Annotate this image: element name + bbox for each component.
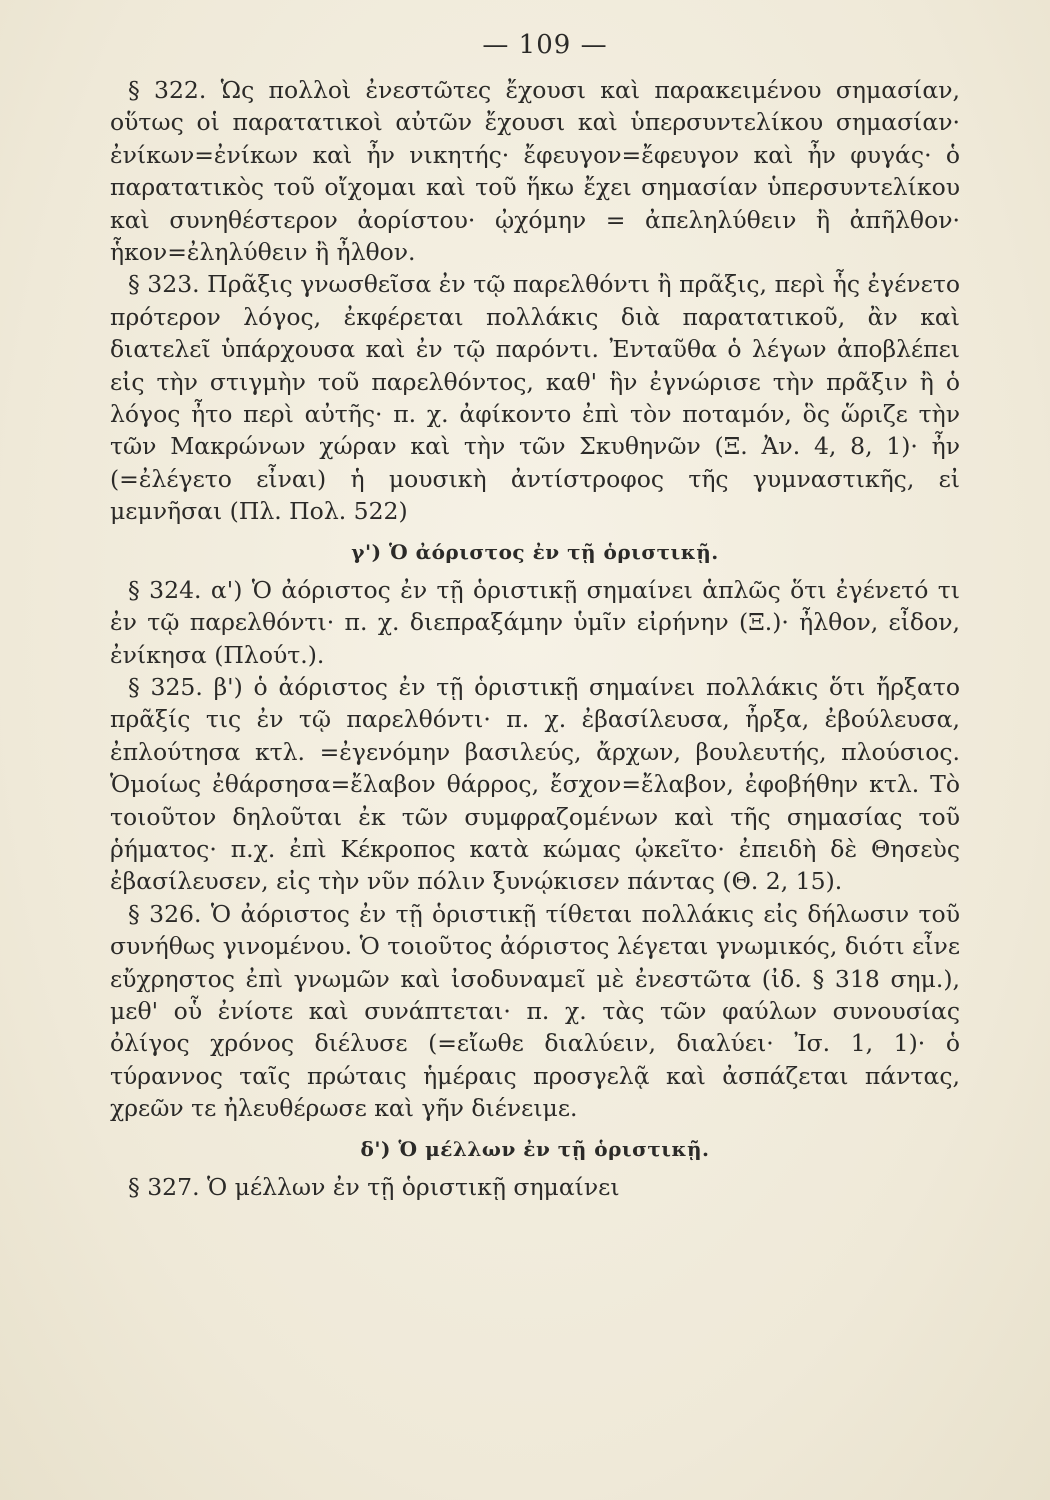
section-327: § 327. Ὁ μέλλων ἐν τῇ ὁριστικῇ σημαίνει xyxy=(128,1172,620,1201)
section-324: § 324. α') Ὁ ἀόριστος ἐν τῇ ὁριστικῇ σημαίνει ἁπλῶς ὅτι ἐγένετό τι ἐν τῷ παρελθόντι· π. χ. διεπραξάμην ὑμῖν εἰρήνην (Ξ.)· ἦλθον, εἶδον, ἐνίκησα (Πλούτ.). xyxy=(110,575,960,669)
section-325: § 325. β') ὁ ἀόριστος ἐν τῇ ὁριστικῇ σημαίνει πολλάκις ὅτι ἤρξατο πρᾶξίς τις ἐν τῷ παρελθόντι· π. χ. ἐβασίλευσα, ἦρξα, ἐβούλευσα, ἐπλούτησα κτλ. =ἐγενόμην βασιλεύς, ἄρχων, βουλευτής, πλούσιος. Ὁμοίως ἐθάρσησα=ἔλαβον θάρρος, ἔσχον=ἔλαβον, ἐφοβήθην κτλ. Τὸ τοιοῦτον δηλοῦται ἐκ τῶν συμφραζομένων καὶ τῆς σημασίας τοῦ ῥήματος· π.χ. ἐπὶ Κέκροπος κατὰ κώμας ᾠκεῖτο· ἐπειδὴ δὲ Θησεὺς ἐβασίλευσεν, εἰς τὴν νῦν πόλιν ξυνῴκισεν πάντας (Θ. 2, 15). xyxy=(110,672,960,896)
section-323: § 323. Πρᾶξις γνωσθεῖσα ἐν τῷ παρελθόντι ἢ πρᾶξις, περὶ ἧς ἐγένετο πρότερον λόγος, ἐκφέρεται πολλάκις διὰ παρατατικοῦ, ἂν καὶ διατελεῖ ὑπάρχουσα καὶ ἐν τῷ παρόντι. Ἐνταῦθα ὁ λέγων ἀποβλέπει εἰς τὴν στιγμὴν τοῦ παρελθόντος, καθ' ἣν ἐγνώρισε τὴν πρᾶξιν ἢ ὁ λόγος ἦτο περὶ αὐτῆς· π. χ. ἀφίκοντο ἐπὶ τὸν ποταμόν, ὃς ὥριζε τὴν τῶν Μακρώνων χώραν καὶ τὴν τῶν Σκυθηνῶν (Ξ. Ἀν. 4, 8, 1)· ἦν (=ἐλέγετο εἶναι) ἡ μουσικὴ ἀντίστροφος τῆς γυμναστικῆς, εἰ μεμνῆσαι (Πλ. Πολ. 522) xyxy=(110,270,960,526)
subheading-future: δ') Ὁ μέλλων ἐν τῇ ὁριστικῇ. xyxy=(360,1136,710,1161)
page-number: — 109 — xyxy=(482,30,608,60)
section-326: § 326. Ὁ ἀόριστος ἐν τῇ ὁριστικῇ τίθεται πολλάκις εἰς δήλωσιν τοῦ συνήθως γινομένου. Ὁ τοιοῦτος ἀόριστος λέγεται γνωμικός, διότι εἶνε εὔχρηστος ἐπὶ γνωμῶν καὶ ἰσοδυναμεῖ μὲ ἐνεστῶτα (ἰδ. § 318 σημ.), μεθ' οὗ ἐνίοτε καὶ συνάπτεται· π. χ. τὰς τῶν φαύλων συνουσίας ὀλίγος χρόνος διέλυσε (=εἴωθε διαλύειν, διαλύει· Ἰσ. 1, 1)· ὁ τύραννος ταῖς πρώταις ἡμέραις προσγελᾷ καὶ ἀσπάζεται πάντας, χρεῶν τε ἠλευθέρωσε καὶ γῆν διένειμε. xyxy=(110,899,960,1123)
section-322: § 322. Ὡς πολλοὶ ἐνεστῶτες ἔχουσι καὶ παρακειμένου σημασίαν, οὕτως οἱ παρατατικοὶ αὐτῶν ἔχουσι καὶ ὑπερσυντελίκου σημασίαν· ἐνίκων=ἐνίκων καὶ ἦν νικητής· ἔφευγον=ἔφευγον καὶ ἦν φυγάς· ὁ παρατατικὸς τοῦ οἴχομαι καὶ τοῦ ἥκω ἔχει σημασίαν ὑπερσυντελίκου καὶ συνηθέστερον ἀορίστου· ᾠχόμην = ἀπεληλύθειν ἢ ἀπῆλθον· ἧκον=ἐληλύθειν ἢ ἦλθον. xyxy=(110,76,960,267)
subheading-aorist: γ') Ὁ ἀόριστος ἐν τῇ ὁριστικῇ. xyxy=(351,539,719,564)
